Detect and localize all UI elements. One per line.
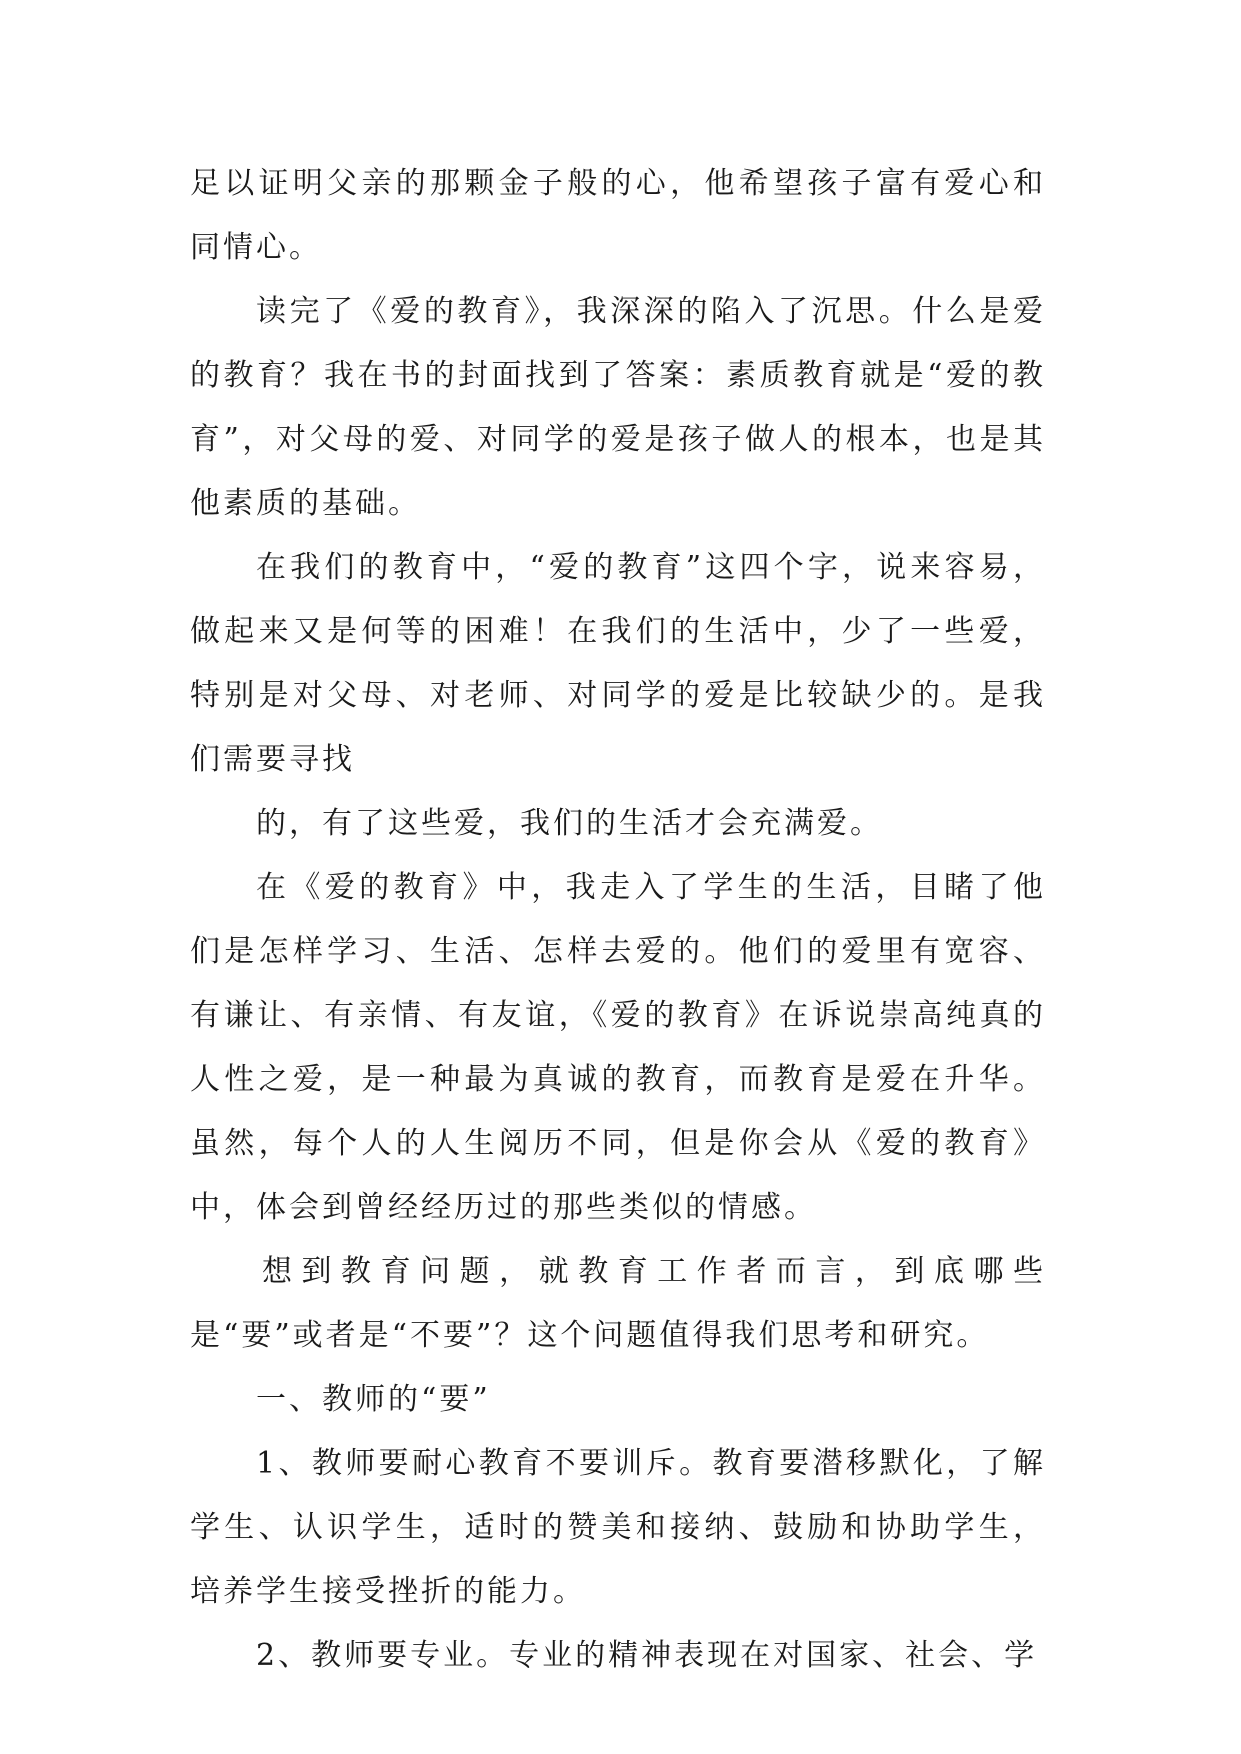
paragraph-2: 读完了《爱的教育》，我深深的陷入了沉思。什么是爱的教育？我在书的封面找到了答案：素质教育就是“爱的教育”，对父母的爱、对同学的爱是孩子做人的根本，也是其他素质的基础。 <box>190 294 1046 521</box>
section-heading: 一、教师的“要” <box>256 1382 491 1417</box>
paragraph-7: 1、教师要耐心教育不要训斥。教育要潜移默化，了解学生、认识学生，适时的赞美和接纳、鼓励和协助学生，培养学生接受挫折的能力。 <box>190 1446 1046 1609</box>
paragraph-5: 在《爱的教育》中，我走入了学生的生活，目睹了他们是怎样学习、生活、怎样去爱的。他们的爱里有宽容、有谦让、有亲情、有友谊，《爱的教育》在诉说崇高纯真的人性之爱，是一种最为真诚的教育，而教育是爱在升华。虽然，每个人的人生阅历不同，但是你会从《爱的教育》中，体会到曾经经历过的那些类似的情感。 <box>190 870 1046 1225</box>
paragraph-4: 的，有了这些爱，我们的生活才会充满爱。 <box>256 806 883 841</box>
paragraph-6: 想到教育问题，就教育工作者而言，到底哪些是“要”或者是“不要”？这个问题值得我们思考和研究。 <box>190 1254 1046 1353</box>
paragraph-3: 在我们的教育中，“爱的教育”这四个字，说来容易，做起来又是何等的困难！在我们的生活中，少了一些爱，特别是对父母、对老师、对同学的爱是比较缺少的。是我们需要寻找 <box>190 550 1046 777</box>
paragraph-1: 足以证明父亲的那颗金子般的心，他希望孩子富有爱心和同情心。 <box>190 166 1046 265</box>
body-text <box>190 152 1046 1688</box>
paragraph-8: 2、教师要专业。专业的精神表现在对国家、社会、学 <box>256 1638 1038 1673</box>
